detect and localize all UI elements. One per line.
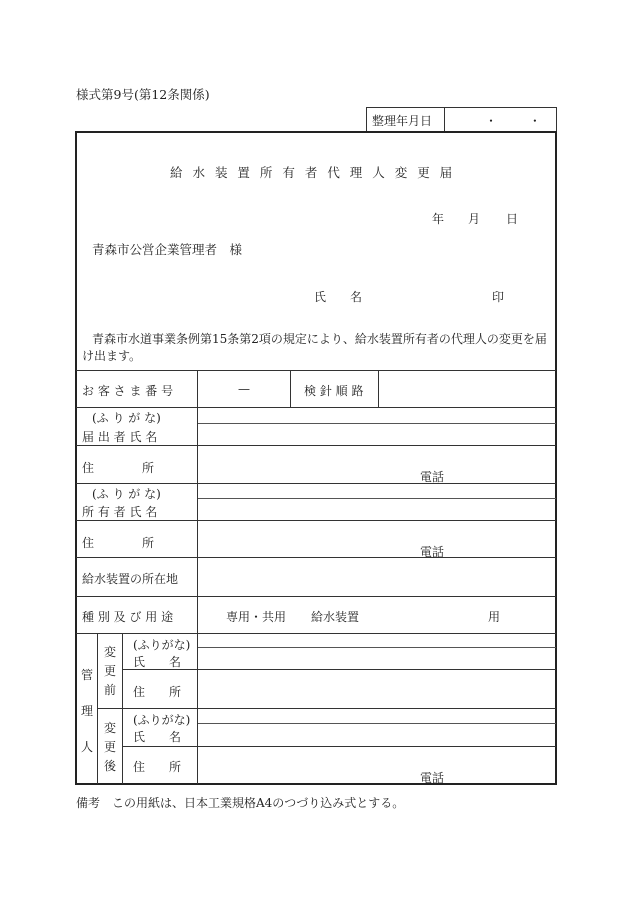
after-address-label: 住 所 <box>133 760 182 774</box>
owner-furigana-label: (ふ り が な) <box>92 487 161 501</box>
before-name-label: 氏 名 <box>133 655 182 669</box>
usage-type[interactable]: 専用・共用 <box>226 610 287 624</box>
after-furigana-field[interactable] <box>198 709 555 722</box>
address-field[interactable] <box>198 446 555 482</box>
statement: 青森市水道事業条例第15条第2項の規定により、給水装置所有者の代理人の変更を届け出ます。 <box>82 332 547 363</box>
owner-furigana-field[interactable] <box>198 484 555 497</box>
seal-mark: 印 <box>492 290 505 304</box>
after-char-2: 更 <box>104 740 117 754</box>
usage-device: 給水装置 <box>311 610 360 624</box>
before-furigana-label: (ふりがな) <box>133 638 191 652</box>
device-location-label: 給水装置の所在地 <box>82 572 179 586</box>
filing-date-value[interactable]: ・ ・ <box>485 114 555 128</box>
notifier-name-field[interactable] <box>198 424 555 444</box>
filing-date-label: 整理年月日 <box>372 114 433 128</box>
usage-suffix: 用 <box>488 610 501 624</box>
before-address-label: 住 所 <box>133 685 182 699</box>
before-furigana-field[interactable] <box>198 634 555 646</box>
before-name-field[interactable] <box>198 648 555 668</box>
after-name-label: 氏 名 <box>133 730 182 744</box>
date-year: 年 <box>432 212 445 226</box>
owner-name-field[interactable] <box>198 499 555 519</box>
manager-char-3: 人 <box>81 740 94 754</box>
date-month: 月 <box>468 212 481 226</box>
owner-address-label: 住 所 <box>82 536 155 550</box>
after-address-field[interactable] <box>198 747 555 783</box>
customer-number-label: お 客 さ ま 番 号 <box>82 384 174 398</box>
before-address-field[interactable] <box>198 670 555 707</box>
manager-char-2: 理 <box>81 704 94 718</box>
before-char-3: 前 <box>104 683 117 697</box>
form-id: 様式第9号(第12条関係) <box>76 87 210 102</box>
owner-name-label: 所 有 者 氏 名 <box>82 505 158 519</box>
after-char-1: 変 <box>104 721 117 735</box>
filing-date-box <box>366 107 557 132</box>
after-name-field[interactable] <box>198 724 555 745</box>
phone-label: 電話 <box>420 470 445 484</box>
addressee: 青森市公営企業管理者 様 <box>92 242 243 257</box>
before-char-1: 変 <box>104 645 117 659</box>
notifier-furigana-field[interactable] <box>198 408 555 422</box>
applicant-name-label: 氏 名 <box>314 290 363 304</box>
date-day: 日 <box>506 212 519 226</box>
customer-number-value[interactable]: — <box>238 382 250 396</box>
owner-address-field[interactable] <box>198 521 555 556</box>
before-char-2: 更 <box>104 664 117 678</box>
meter-route-field[interactable] <box>379 371 555 406</box>
usage-label: 種 別 及 び 用 途 <box>82 610 174 624</box>
note: 備考 この用紙は、日本工業規格A4のつづり込み式とする。 <box>76 796 405 810</box>
meter-route-label: 検 針 順 路 <box>304 384 364 398</box>
after-phone-label: 電話 <box>420 771 445 785</box>
form-title: 給 水 装 置 所 有 者 代 理 人 変 更 届 <box>170 165 456 180</box>
notifier-furigana-label: (ふ り が な) <box>92 411 161 425</box>
manager-char-1: 管 <box>81 668 94 682</box>
notifier-name-label: 届 出 者 氏 名 <box>82 430 158 444</box>
device-location-field[interactable] <box>198 558 555 595</box>
after-furigana-label: (ふりがな) <box>133 713 191 727</box>
address-label: 住 所 <box>82 461 155 475</box>
owner-phone-label: 電話 <box>420 545 445 559</box>
after-char-3: 後 <box>104 759 117 773</box>
